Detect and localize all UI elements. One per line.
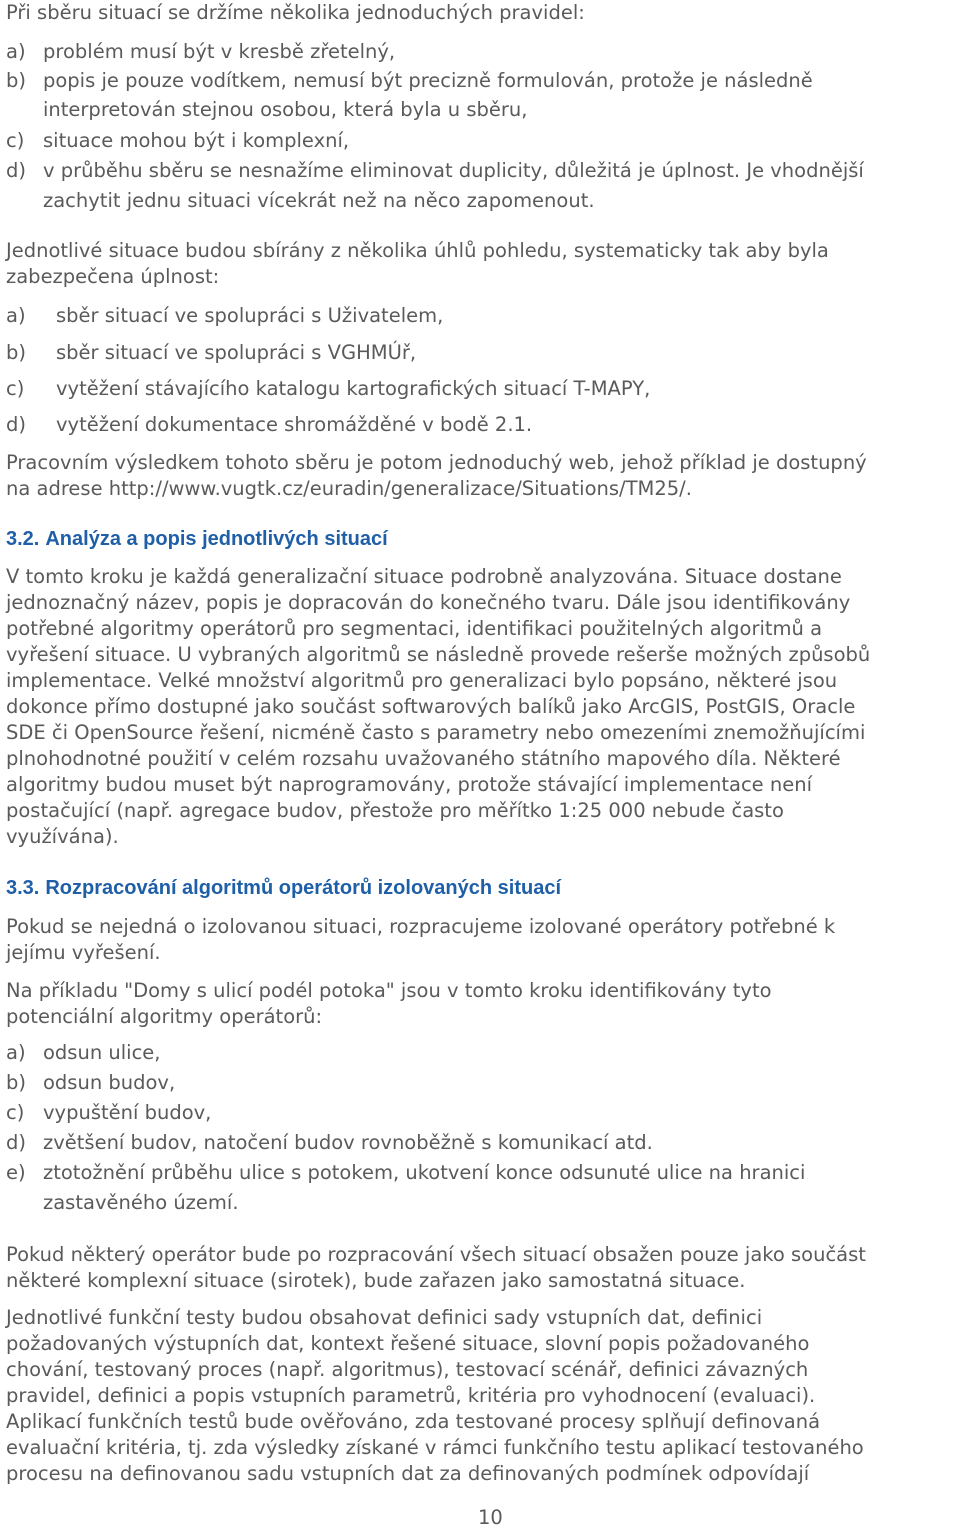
- section-3-2-line-8: plnohodnotné použití v celém rozsahu uvažovaného státního mapového díla. Některé: [6, 747, 841, 770]
- section-3-2-line-6: dokonce přímo dostupné jako součást softwarových balíků jako ArcGIS, PostGIS, Oracle: [6, 695, 856, 718]
- rule-b-line2: interpretován stejnou osobou, která byla u sběru,: [43, 98, 528, 121]
- rule-b-label: b): [6, 69, 26, 92]
- section-3-2-line-2: jednoznačný název, popis je dopracován do konečného tvaru. Dále jsou identifikovány: [6, 591, 851, 614]
- source-b-label: b): [6, 341, 26, 364]
- section-3-3-heading: [6, 875, 561, 901]
- section-3-2-line-5: implementace. Velké množství algoritmů pro generalizaci bylo popsáno, některé jsou: [6, 669, 838, 692]
- operator-b-text: odsun budov,: [43, 1071, 176, 1094]
- section-3-2-line-9: algoritmy budou muset být naprogramovány, protože stávající implementace není: [6, 773, 812, 796]
- section-3-2-line-7: SDE či OpenSource řešení, nicméně často s parametry nebo omezeními znemožňujícími: [6, 721, 866, 744]
- sources-result-line2: na adrese http://www.vugtk.cz/euradin/generalizace/Situations/TM25/.: [6, 477, 692, 500]
- section-3-3-p1-line2: jejímu vyřešení.: [6, 941, 161, 964]
- section-3-2-line-4: vyřešení situace. U vybraných algoritmů se následně provede rešerše možných způsobů: [6, 643, 871, 666]
- source-a-label: a): [6, 304, 26, 327]
- sources-result-line1: Pracovním výsledkem tohoto sběru je potom jednoduchý web, jehož příklad je dostupný: [6, 451, 867, 474]
- sources-line1: Jednotlivé situace budou sbírány z několika úhlů pohledu, systematicky tak aby byla: [6, 239, 829, 262]
- operator-e-text2: zastavěného území.: [43, 1191, 239, 1214]
- section-3-3-number: 3.3.: [6, 877, 40, 899]
- section-3-3-p4-line6: evaluační kritéria, tj. zda výsledky získané v rámci funkčního testu aplikací testovaného: [6, 1436, 864, 1459]
- section-3-3-p4-line7: procesu na definovanou sadu vstupních dat za definovaných podmínek odpovídají: [6, 1462, 810, 1485]
- section-3-2-heading: [6, 526, 388, 552]
- section-3-3-p4-line5: Aplikací funkčních testů bude ověřováno, zda testované procesy splňují definovaná: [6, 1410, 821, 1433]
- section-3-3-p3-line1: Pokud některý operátor bude po rozpracování všech situací obsažen pouze jako součást: [6, 1243, 866, 1266]
- section-3-2-line-10: postačující (např. agregace budov, přestože pro měřítko 1:25 000 nebude často: [6, 799, 784, 822]
- section-3-2-line-3: potřebné algoritmy operátorů pro segmentaci, identifikaci použitelných algoritmů a: [6, 617, 823, 640]
- rule-c-text: situace mohou být i komplexní,: [43, 129, 350, 152]
- source-b-text: sběr situací ve spolupráci s VGHMÚř,: [56, 341, 417, 364]
- section-3-3-p4-line2: požadovaných výstupních dat, kontext řešené situace, slovní popis požadovaného: [6, 1332, 810, 1355]
- operator-c-label: c): [6, 1101, 25, 1124]
- section-3-3-p1-line1: Pokud se nejedná o izolovanou situaci, rozpracujeme izolované operátory potřebné k: [6, 915, 836, 938]
- operator-e-label: e): [6, 1161, 26, 1184]
- rule-a-label: a): [6, 40, 26, 63]
- section-3-3-p4-line4: pravidel, definici a popis vstupních parametrů, kritéria pro vyhodnocení (evaluaci).: [6, 1384, 816, 1407]
- operator-d-text: zvětšení budov, natočení budov rovnoběžně s komunikací atd.: [43, 1131, 653, 1154]
- source-d-text: vytěžení dokumentace shromážděné v bodě 2.1.: [56, 413, 533, 436]
- operator-e-text: ztotožnění průběhu ulice s potokem, ukotvení konce odsunuté ulice na hranici: [43, 1161, 806, 1184]
- rule-d-line1: v průběhu sběru se nesnažíme eliminovat duplicity, důležitá je úplnost. Je vhodnější: [43, 159, 864, 182]
- section-3-3-p4-line1: Jednotlivé funkční testy budou obsahovat definici sady vstupních dat, definici: [6, 1306, 763, 1329]
- rule-c-label: c): [6, 129, 25, 152]
- rule-a-text: problém musí být v kresbě zřetelný,: [43, 40, 396, 63]
- page-number: 10: [478, 1506, 503, 1529]
- source-d-label: d): [6, 413, 26, 436]
- rule-d-label: d): [6, 159, 26, 182]
- source-c-label: c): [6, 377, 25, 400]
- section-3-3-p2-line1: Na příkladu "Domy s ulicí podél potoka" jsou v tomto kroku identifikovány tyto: [6, 979, 772, 1002]
- operator-b-label: b): [6, 1071, 26, 1094]
- rule-d-line2: zachytit jednu situaci vícekrát než na něco zapomenout.: [43, 189, 595, 212]
- operator-d-label: d): [6, 1131, 26, 1154]
- section-3-2-number: 3.2.: [6, 528, 40, 550]
- rule-b-line1: popis je pouze vodítkem, nemusí být precizně formulován, protože je následně: [43, 69, 813, 92]
- section-3-3-p2-line2: potenciální algoritmy operátorů:: [6, 1005, 323, 1028]
- section-3-3-p4-line3: chování, testovaný proces (např. algoritmus), testovací scénář, definici závazných: [6, 1358, 809, 1381]
- section-3-3-title: Rozpracování algoritmů operátorů izolovaných situací: [45, 877, 562, 899]
- sources-line2: zabezpečena úplnost:: [6, 265, 220, 288]
- operator-c-text: vypuštění budov,: [43, 1101, 212, 1124]
- source-c-text: vytěžení stávajícího katalogu kartografických situací T-MAPY,: [56, 377, 651, 400]
- rules-intro: Při sběru situací se držíme několika jednoduchých pravidel:: [6, 1, 585, 24]
- operator-a-label: a): [6, 1041, 26, 1064]
- section-3-2-title: Analýza a popis jednotlivých situací: [45, 528, 388, 550]
- section-3-2-line-1: V tomto kroku je každá generalizační situace podrobně analyzována. Situace dostane: [6, 565, 842, 588]
- operator-a-text: odsun ulice,: [43, 1041, 161, 1064]
- source-a-text: sběr situací ve spolupráci s Uživatelem,: [56, 304, 444, 327]
- section-3-3-p3-line2: některé komplexní situace (sirotek), bude zařazen jako samostatná situace.: [6, 1269, 746, 1292]
- section-3-2-line-11: využívána).: [6, 825, 119, 848]
